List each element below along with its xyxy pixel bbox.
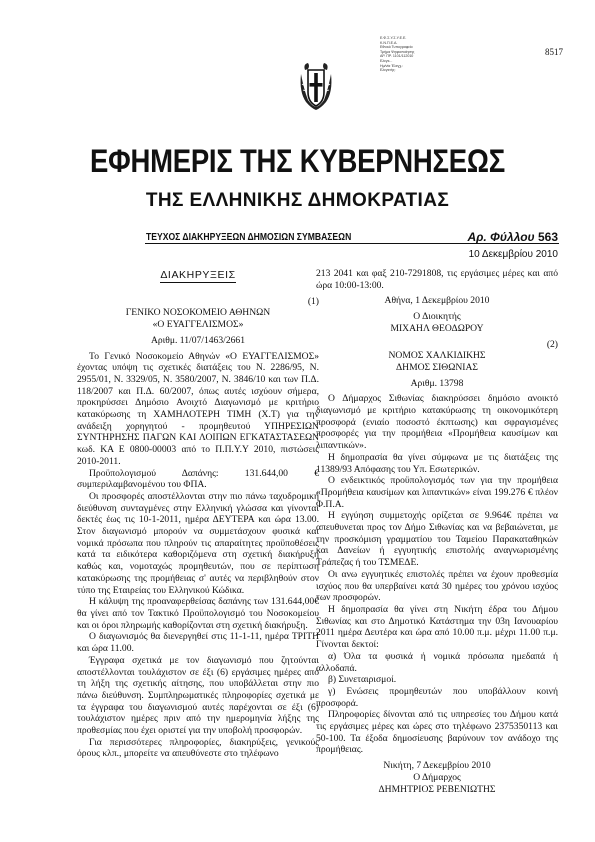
section-heading: ΔΙΑΚΗΡΥΞΕΙΣ [160, 269, 236, 281]
signatory-name: ΜΙΧΑΗΛ ΘΕΟΔΩΡΟΥ [390, 322, 484, 334]
sheet-label: Αρ. Φύλλου [467, 230, 535, 244]
paragraph: Η κάλυψη της προαναφερθείσας δαπάνης των 131.644,00€ θα γίνει από τον Τακτικό Προϋπολογισμό του Νοσοκομείου και οι όροι πληρωμής καθορίζονται στη σχετική διακήρυξη. [77, 596, 319, 631]
sheet-number [467, 230, 558, 244]
notice-org-name: «Ο ΕΥΑΓΓΕΛΙΣΜΟΣ» [152, 319, 244, 331]
paragraph: Η δημοπρασία θα γίνει στη Νικήτη έδρα του Δήμου Σιθωνίας και στο Δημοτικό Κατάστημα την 03η Ιανουαρίου 2011 ημέρα Δευτέρα και ώρα από 10.00 π.μ. μέχρι 11.00 π.μ. Γίνονται δεκτοί: [316, 603, 558, 651]
sheet-number-value: 563 [537, 230, 558, 244]
paragraph: Ο Δήμαρχος Σιθωνίας διακηρύσσει δημόσιο ανοικτό διαγωνισμό με κριτήριο κατακύρωσης τη οικονομικότερη προσφορά (ενιαίο ποσοστό έκπτωσης) και σφραγισμένες προσφορές για την προμήθεια «Προμήθεια καυσίμων και λιπαντικών». [316, 393, 558, 452]
signatory-role: Ο Διοικητής [413, 311, 461, 323]
list-item: α) Όλα τα φυσικά ή νομικά πρόσωπα ημεδαπά ή αλλοδαπά. [316, 650, 558, 674]
scan-stamp: Ε.Φ.Σ.Υ.Σ.Υ.Ε.Ε. Κ.Ν.Π.Ε.Α. Εθνικό Τυπογραφείο Τμήμα Ψηφιοποίησης ΑΡ. ΠΡ. 1101/112010 Ελεγκ... Ημ/νία Έλεγχ.: Ελεγκτής: [380, 36, 415, 73]
paragraph: Οι ανω εγγυητικές επιστολές πρέπει να έχουν προθεσμία ισχύος που θα υπερβαίνει κατά 30 ημέρες του χρόνου ισχύος των προσφορών. [316, 568, 558, 604]
page-number: 8517 [545, 47, 563, 57]
notice-org: ΝΟΜΟΣ ΧΑΛΚΙΔΙΚΗΣ [388, 350, 486, 362]
paragraph: Η εγγύηση συμμετοχής ορίζεται σε 9.964€ πρέπει να απευθυνεται προς τον Δήμο Σιθωνίας και να βεβαιώνεται, με την προσκόμιση γραμματίου του Ταμείου Παρακαταθηκών και Δανείων ή εγγυητικής επιστολής αναγνωρισμένης Τράπεζας ή του ΤΣΜΕΔΕ. [316, 510, 558, 569]
place-date: Νικήτη, 7 Δεκεμβρίου 2010 [383, 760, 491, 772]
paragraph: Οι προσφορές αποστέλλονται στην πιο πάνω ταχυδρομική διεύθυνση συνταγμένες στην Ελληνική γλώσσα και γίνονται δεκτές έως τις 10-1-2011, ημέρα ΔΕΥΤΕΡΑ και ώρα 13.00. Στον διαγωνισμό μπορούν να συμμετάσχουν φυσικά και νομικά πρόσωπα που πληρούν τις απαραίτητες προϋποθέσεις κατά τα ειδικότερα καθοριζόμενα στη σχετική διακήρυξη καθώς και, νομοταχώς προμηθευτών, που σε περίπτωση κατακύρωσης της προμήθειας σ' αυτές να περιβληθούν στον τύπο της Εταιρείας του Ελληνικού Κώδικα. [77, 490, 319, 596]
paragraph: 213 2041 και φαξ 210-7291808, τις εργάσιμες μέρες και από ώρα 10:00-13:00. [316, 268, 558, 291]
paragraph: Έγγραφα σχετικά με τον διαγωνισμό που ζητούνται αποστέλλονται τουλάχιστον σε έξι (6) εργάσιμες ημέρες από τη λήξη της σχετικής αίτησης, που υποβάλλεται στην πιο πάνω διεύθυνση. Συμπληρωματικές πληροφορίες σχετικά με τα έγγραφα του διαγωνισμού αυτές παρέχονται σε έξι (6) τουλάχιστον ημέρες πριν από την ημερομηνία λήξης της προθεσμίας που έχει οριστεί για την υποβολή προσφορών. [77, 654, 319, 737]
notice-ref: Αριθμ. 11/07/1463/2661 [150, 334, 246, 346]
notice-ref: Αριθμ. 13798 [410, 377, 464, 389]
notice-number: (2) [546, 338, 558, 350]
header-rule [145, 243, 559, 244]
gazette-title: ΕΦΗΜΕΡΙΣ ΤΗΣ ΚΥΒΕΡΝΗΣΕΩΣ [90, 143, 505, 179]
left-column [77, 266, 319, 760]
right-column [316, 268, 558, 795]
signatory-name: ΔΗΜΗΤΡΙΟΣ ΡΕΒΕΝΙΩΤΗΣ [378, 783, 496, 795]
signatory-role: Ο Δήμαρχος [413, 771, 461, 783]
gazette-subtitle: ΤΗΣ ΕΛΛΗΝΙΚΗΣ ΔΗΜΟΚΡΑΤΙΑΣ [145, 190, 450, 211]
list-item: γ) Ενώσεις προμηθευτών που υποβάλλουν κοινή προσφορά. [316, 685, 558, 709]
paragraph: Πληροφορίες δίνονται από τις υπηρεσίες του Δήμου κατά τις εργάσιμες μέρες και ώρες στο τηλέφωνο 2375350113 και 50-100. Τα έξοδα δημοσίευσης βαρύνουν τον ανάδοχο της προμήθειας. [316, 709, 558, 756]
notice-number: (1) [307, 295, 319, 307]
issue-date: 10 Δεκεμβρίου 2010 [468, 249, 558, 260]
paragraph: Προϋπολογισμού Δαπάνης: 131.644,00 € συμπεριλαμβανομένου του ΦΠΑ. [77, 467, 319, 491]
list-item: β) Συνεταιρισμοί. [328, 674, 397, 686]
paragraph: Για περισσότερες πληροφορίες, διακηρύξεις, γενικούς όρους κλπ., μπορείτε να απευθύνεστε στο τηλέφωνο [77, 736, 319, 760]
paragraph: Ο ενδεικτικός προϋπολογισμός των για την προμήθεια «Προμήθεια καυσίμων και λιπαντικών» είναι 199.276 € πλέον Φ.Π.Α. [316, 475, 558, 510]
coat-of-arms-icon [298, 62, 334, 112]
issue-type: ΤΕΥΧΟΣ ΔΙΑΚΗΡΥΞΕΩΝ ΔΗΜΟΣΙΩΝ ΣΥΜΒΑΣΕΩΝ [146, 232, 352, 243]
notice-org-name: ΔΗΜΟΣ ΣΙΘΩΝΙΑΣ [395, 361, 478, 373]
paragraph: Ο διαγωνισμός θα διενεργηθεί στις 11-1-11, ημέρα ΤΡΙΤΗ και ώρα 11.00. [77, 631, 319, 655]
paragraph: Το Γενικό Νοσοκομείο Αθηνών «Ο ΕΥΑΓΓΕΛΙΣΜΟΣ» έχοντας υπόψη τις σχετικές διατάξεις του Ν. 2286/95, Ν. 2955/01, Ν. 3329/05, Ν. 3580/2007, Ν. 3846/10 και των Π.Δ. 118/2007 και Π.Δ. 60/2007, όπως αυτές ισχύουν σήμερα, προκηρύσσει Δημόσιο Ανοιχτό Διαγωνισμό με κριτήριο κατακύρωσης τη ΧΑΜΗΛΟΤΕΡΗ ΤΙΜΗ (Χ.Τ) για την ανάδειξη χορηγητού - προμηθευτού ΥΠΗΡΕΣΙΩΝ ΣΥΝΤΗΡΗΣΗΣ ΠΑΓΩΝ ΚΑΙ ΛΟΙΠΩΝ ΕΓΚΑΤΑΣΤΑΣΕΩΝ κωδ. ΚΑ Ε 0800-00003 από το Π.Π.Υ.Υ 2010, πιστώσεις 2010-2011. [77, 350, 319, 467]
place-date: Αθήνα, 1 Δεκεμβρίου 2010 [384, 295, 490, 307]
notice-org: ΓΕΝΙΚΟ ΝΟΣΟΚΟΜΕΙΟ ΑΘΗΝΩΝ [125, 307, 271, 319]
paragraph: Η δημοπρασία θα γίνει σύμφωνα με τις διατάξεις της 11389/93 Απόφασης του Υπ. Εσωτερικών. [316, 451, 558, 475]
